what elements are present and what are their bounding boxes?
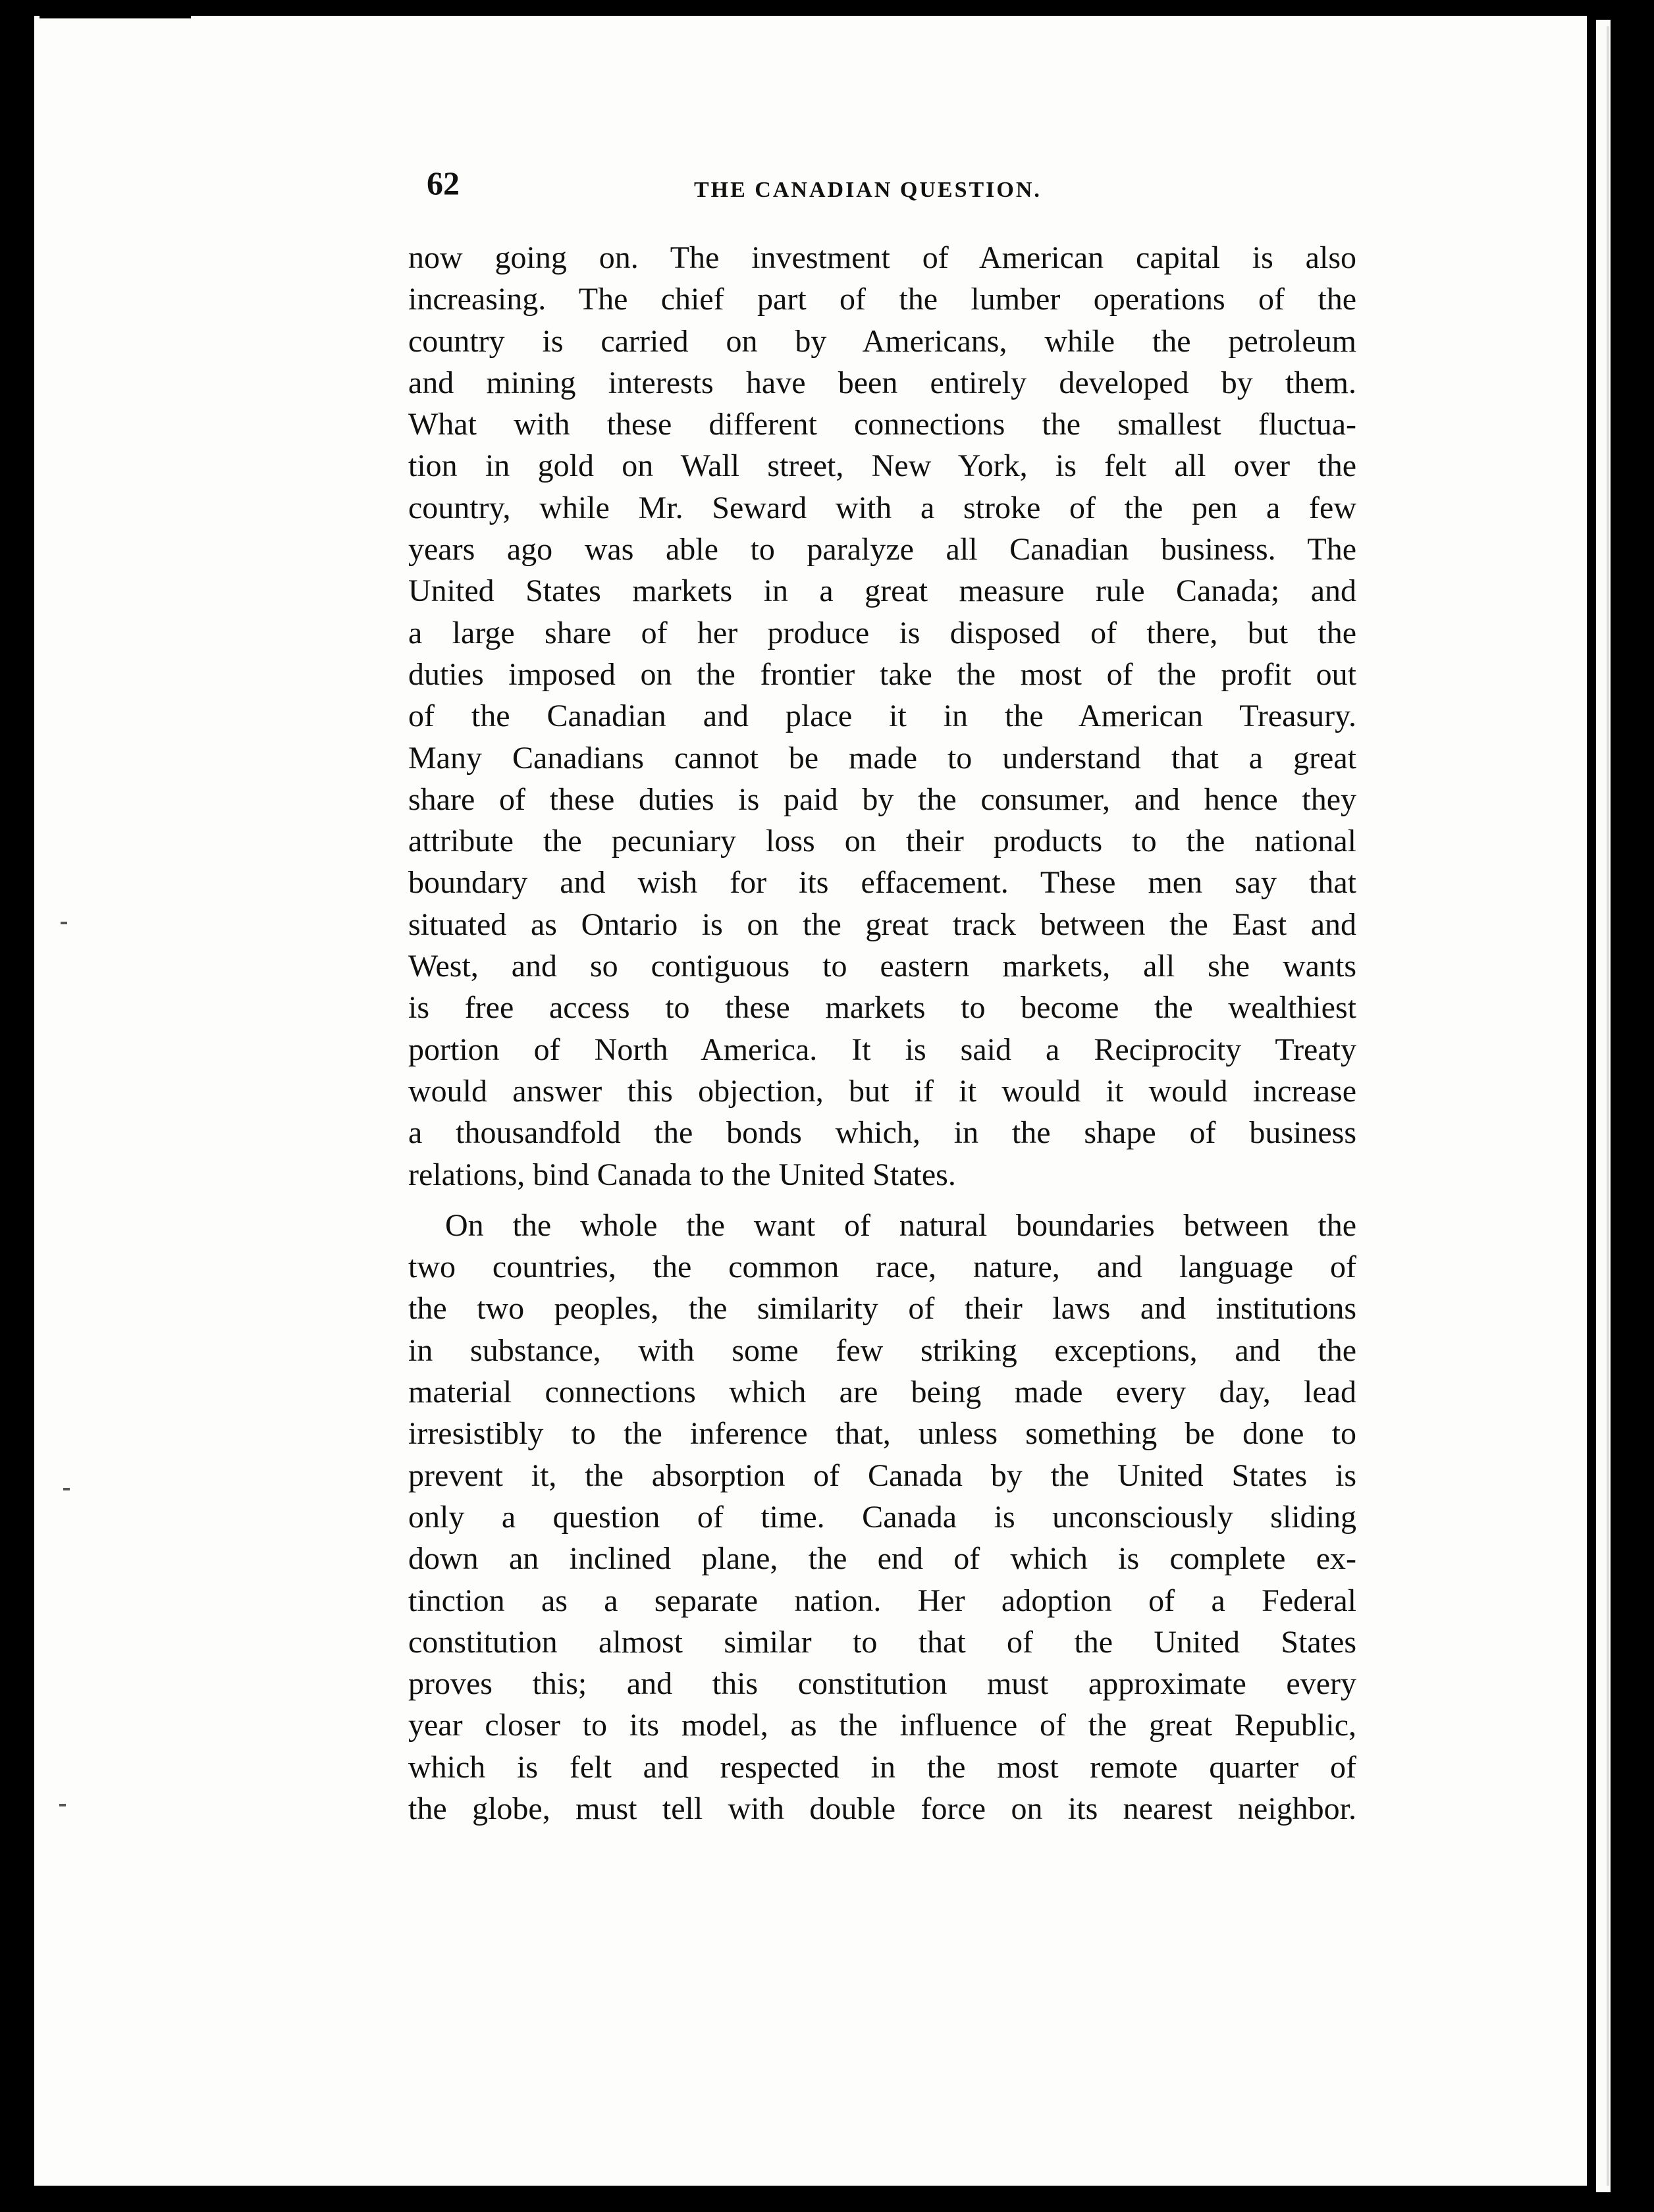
body-text: [408, 237, 1356, 1830]
scan-speck: [61, 922, 67, 924]
text-line: the two peoples, the similarity of their laws and institutions: [408, 1291, 1356, 1327]
text-line: Many Canadians cannot be made to understand that a great: [408, 740, 1356, 776]
text-line: proves this; and this constitution must approximate every: [408, 1666, 1356, 1702]
text-line: now going on. The investment of American capital is also: [408, 240, 1356, 275]
text-line: relations, bind Canada to the United States.: [408, 1157, 956, 1192]
text-line: which is felt and respected in the most remote quarter of: [408, 1749, 1356, 1785]
text-line: prevent it, the absorption of Canada by the United States is: [408, 1458, 1356, 1493]
scan-right-strip-line: [1607, 26, 1609, 2186]
text-line: two countries, the common race, nature, and language of: [408, 1250, 1356, 1285]
text-line: of the Canadian and place it in the American Treasury.: [408, 698, 1356, 734]
text-line: situated as Ontario is on the great track between the East and: [408, 907, 1356, 942]
text-line: On the whole the want of natural boundaries between the: [445, 1207, 1356, 1243]
text-line: constitution almost similar to that of the United States: [408, 1624, 1356, 1660]
text-line: down an inclined plane, the end of which is complete ex-: [408, 1541, 1356, 1577]
text-line: a large share of her produce is disposed of there, but the: [408, 615, 1356, 650]
text-line: would answer this objection, but if it would it would increase: [408, 1073, 1356, 1109]
text-line: share of these duties is paid by the consumer, and hence they: [408, 781, 1356, 817]
text-line: in substance, with some few striking exceptions, and the: [408, 1332, 1356, 1368]
scan-bottom-edge: [34, 2186, 1595, 2212]
paragraph-1: [408, 237, 1356, 1196]
text-line: increasing. The chief part of the lumber operations of the: [408, 282, 1356, 317]
paragraph-2: [408, 1205, 1356, 1830]
text-line: country, while Mr. Seward with a stroke of the pen a few: [408, 490, 1356, 525]
scan-speck: [63, 1488, 70, 1490]
text-line: tinction as a separate nation. Her adoption of a Federal: [408, 1583, 1356, 1618]
text-line: attribute the pecuniary loss on their products to the national: [408, 824, 1356, 859]
text-line: United States markets in a great measure rule Canada; and: [408, 573, 1356, 609]
text-line: the globe, must tell with double force on its nearest neighbor.: [408, 1791, 1356, 1826]
text-line: material connections which are being made every day, lead: [408, 1375, 1356, 1410]
text-line: years ago was able to paralyze all Canadian business. The: [408, 532, 1356, 567]
text-line: West, and so contiguous to eastern markets, all she wants: [408, 949, 1356, 984]
text-line: and mining interests have been entirely developed by them.: [408, 365, 1356, 400]
text-line: country is carried on by Americans, while the petroleum: [408, 323, 1356, 359]
text-line: tion in gold on Wall street, New York, is felt all over the: [408, 448, 1356, 484]
text-line: portion of North America. It is said a Reciprocity Treaty: [408, 1032, 1356, 1067]
text-line: only a question of time. Canada is unconsciously sliding: [408, 1499, 1356, 1535]
scan-speck: [59, 1804, 66, 1806]
running-title: THE CANADIAN QUESTION.: [694, 178, 1042, 202]
text-line: boundary and wish for its effacement. These men say that: [408, 865, 1356, 901]
text-line: irresistibly to the inference that, unless something be done to: [408, 1416, 1356, 1452]
scan-edge-top: [40, 13, 191, 18]
text-line: What with these different connections the smallest fluctua-: [408, 407, 1356, 442]
page-header: [427, 163, 1106, 209]
scan-right-border: [1587, 0, 1596, 2212]
text-line: a thousandfold the bonds which, in the shape of business: [408, 1115, 1356, 1151]
text-line: duties imposed on the frontier take the most of the profit out: [408, 656, 1356, 692]
page-number: 62: [427, 165, 460, 201]
text-line: year closer to its model, as the influence of the great Republic,: [408, 1708, 1356, 1743]
text-line: is free access to these markets to become the wealthiest: [408, 990, 1356, 1026]
